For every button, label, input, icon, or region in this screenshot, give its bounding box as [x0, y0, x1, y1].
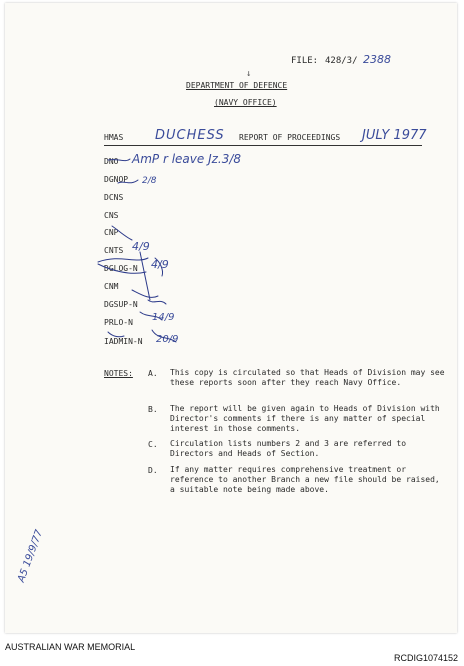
note-letter: C. [148, 440, 158, 449]
note-text: This copy is circulated so that Heads of Division may see these reports soon after they reach Navy Office. [170, 368, 445, 387]
department-title: DEPARTMENT OF DEFENCE [186, 81, 288, 90]
circ-annotation: 14/9 [152, 312, 175, 323]
notes-label: NOTES: [104, 369, 133, 378]
note-text: If any matter requires comprehensive treatment or reference to another Branch a new file should be raised, a suitable note being made above. [170, 465, 440, 494]
note-letter: D. [148, 466, 158, 475]
footer-archive-name: AUSTRALIAN WAR MEMORIAL [5, 642, 136, 652]
note-letter: B. [148, 405, 158, 414]
circ-annotation: 4/9 [151, 258, 169, 271]
circ-annotation: 20/9 [156, 334, 179, 345]
circ-code: CNP [104, 228, 119, 237]
circ-code: DNO [104, 157, 119, 166]
circ-code: CNS [104, 211, 119, 220]
report-title: REPORT OF PROCEEDINGS [239, 133, 341, 142]
circ-code: DGLOG-N [104, 264, 138, 273]
circ-code: CNM [104, 282, 119, 291]
note-text: Circulation lists numbers 2 and 3 are referred to Directors and Heads of Section. [170, 439, 407, 458]
hmas-prefix: HMAS [104, 133, 124, 142]
circ-code: IADMIN-N [104, 337, 143, 346]
punch-mark: ↓ [246, 69, 252, 79]
file-number-handwritten: 2388 [363, 53, 391, 66]
margin-note: A5 19/9/77 [16, 528, 46, 584]
circ-code: PRLO-N [104, 318, 133, 327]
circ-annotation: 2/8 [142, 176, 157, 186]
note-text: The report will be given again to Heads of Division with Director's comments if there is any matter of special interest in those comments. [170, 404, 440, 433]
file-label: FILE: [291, 56, 319, 66]
circ-code: CNTS [104, 246, 124, 255]
circ-code: DGNOP [104, 175, 129, 184]
circ-annotation: AmP r leave Jz.3/8 [132, 152, 242, 166]
circ-annotation: 4/9 [132, 240, 150, 253]
file-number-typed: 428/3/ [325, 56, 358, 66]
circ-code: DGSUP-N [104, 300, 138, 309]
office-subtitle: (NAVY OFFICE) [214, 98, 277, 107]
footer-record-id: RCDIG1074152 [393, 653, 458, 663]
ship-name: DUCHESS [155, 128, 225, 143]
note-letter: A. [148, 369, 158, 378]
circ-code: DCNS [104, 193, 124, 202]
report-date: JULY 1977 [362, 128, 427, 143]
